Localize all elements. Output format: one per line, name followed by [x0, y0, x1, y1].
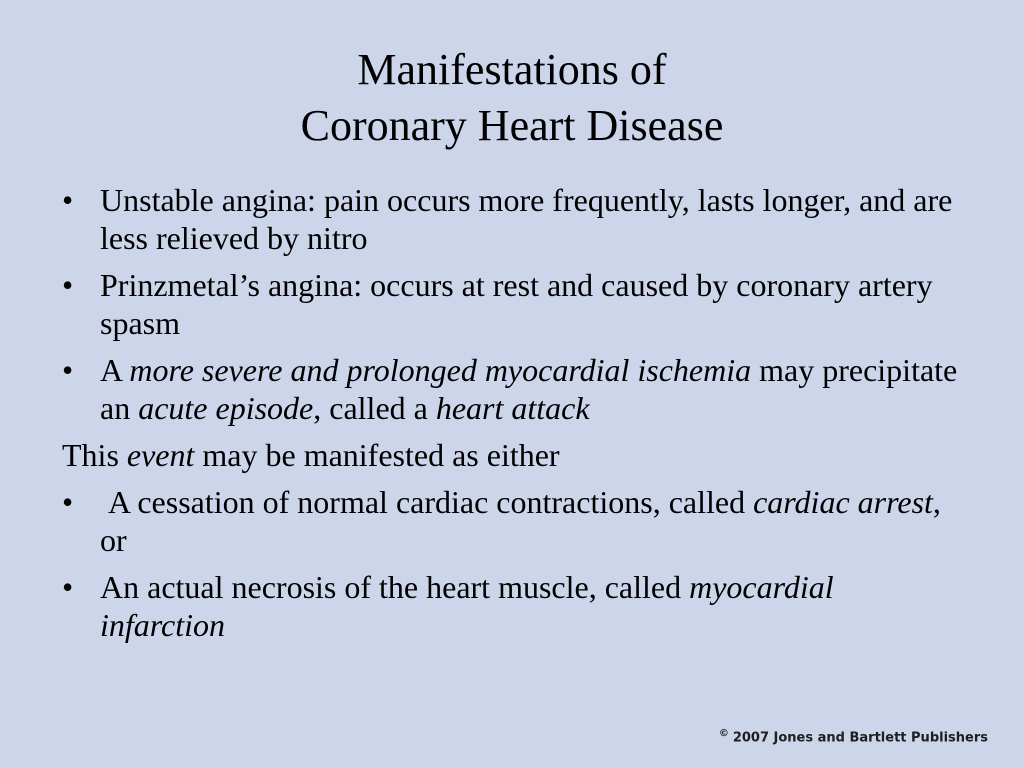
- bullet-marker: •: [62, 352, 74, 388]
- intro-text-part: This: [62, 437, 127, 473]
- bullet-emphasis: myocardial infarction: [100, 569, 834, 643]
- bullet-emphasis: more severe and prolonged myocardial ischemia: [129, 352, 752, 388]
- intro-line: [62, 436, 962, 474]
- bullet-marker: •: [62, 182, 74, 218]
- sub-bullet-item: [62, 483, 962, 559]
- intro-text-part: may be manifested as either: [194, 437, 560, 473]
- bullet-text: Unstable angina: pain occurs more frequently, lasts longer, and are less relieved by nitro: [100, 182, 953, 256]
- bullet-text-part: may precipitate an: [100, 352, 958, 426]
- bullet-emphasis: cardiac arrest: [753, 484, 933, 520]
- bullet-text-part: A cessation of normal cardiac contractions, called: [100, 484, 754, 520]
- bullet-marker: •: [62, 569, 74, 605]
- copyright-footer: [719, 728, 988, 745]
- bullet-item: [62, 351, 962, 427]
- bullet-text-part: , called a: [313, 390, 436, 426]
- bullet-item: [62, 266, 962, 342]
- bullet-text: Prinzmetal’s angina: occurs at rest and caused by coronary artery spasm: [100, 267, 933, 341]
- copyright-icon: ©: [718, 727, 729, 739]
- bullet-emphasis: heart attack: [435, 390, 590, 426]
- intro-emphasis: event: [126, 437, 195, 473]
- footer-text: 2007 Jones and Bartlett Publishers: [732, 730, 988, 745]
- title-line-1: Manifestations of: [357, 45, 667, 94]
- bullet-text-part: An actual necrosis of the heart muscle, called: [100, 569, 690, 605]
- bullet-marker: •: [62, 484, 74, 520]
- bullet-marker: •: [62, 267, 74, 303]
- sub-bullet-item: [62, 568, 962, 644]
- bullet-item: [62, 181, 962, 257]
- bullet-text-part: , or: [100, 484, 941, 558]
- slide-body: [62, 181, 962, 653]
- bullet-emphasis: acute episode: [138, 390, 314, 426]
- title-line-2: Coronary Heart Disease: [300, 101, 724, 150]
- bullet-text-part: A: [100, 352, 130, 388]
- slide-title: [0, 42, 1024, 154]
